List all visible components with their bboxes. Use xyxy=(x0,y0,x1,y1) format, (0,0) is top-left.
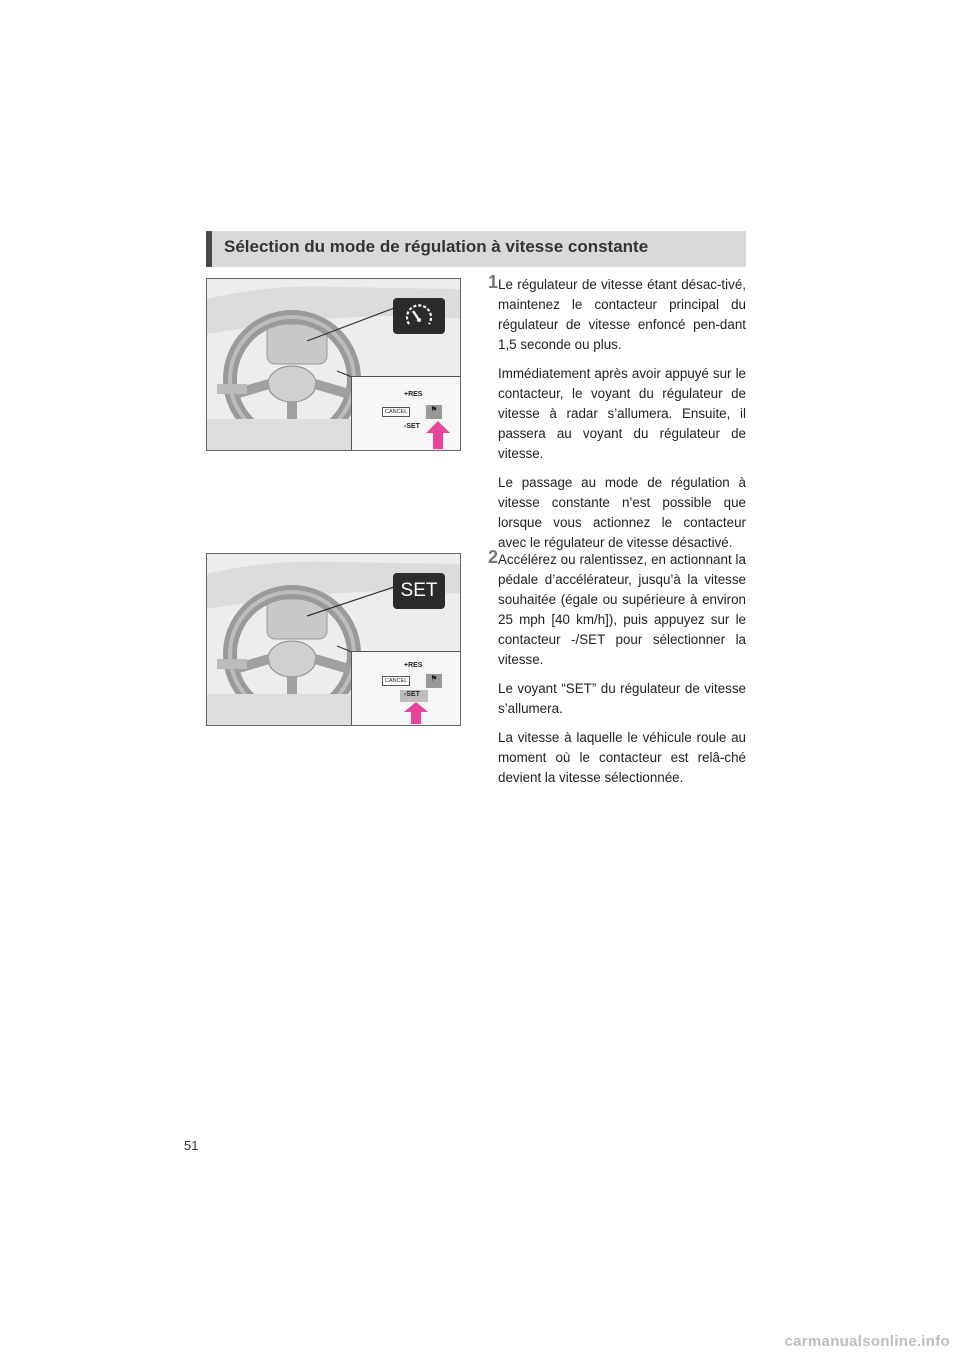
pink-arrow-icon xyxy=(404,702,428,724)
callout-set-box xyxy=(393,573,445,609)
cruise-main-switch: ⚑ xyxy=(426,405,442,419)
step-paragraph: Le régulateur de vitesse étant désac-tivé, maintenez le contacteur principal du régulateur de vitesse enfoncé pen-dant 1,5 seconde ou plus. xyxy=(498,277,746,352)
pink-arrow-icon xyxy=(426,421,450,449)
set-button-label: -SET xyxy=(404,423,420,430)
callout-icon-box xyxy=(393,298,445,334)
res-button-label: +RES xyxy=(404,391,423,398)
step-number: 1 xyxy=(488,272,499,292)
step-paragraph: Immédiatement après avoir appuyé sur le contacteur, le voyant du régulateur de vitesse à radar s’allumera. Ensuite, il passera au voyant du régulateur de vitesse. xyxy=(498,366,746,461)
callout-set-text: SET xyxy=(400,580,438,601)
step-paragraph: Accélérez ou ralentissez, en actionnant la pédale d’accélérateur, jusqu’à la vitesse souhaitée (égale ou supérieure à environ 25 mph [40 km/h]), puis appuyez sur le contacteur -/SET pour sélectionner la vitesse. xyxy=(498,552,746,667)
set-button-label: -SET xyxy=(404,691,420,698)
step-paragraph: La vitesse à laquelle le véhicule roule au moment où le contacteur est relâ-ché devient la vitesse sélectionnée. xyxy=(498,730,746,785)
speed-gauge-icon xyxy=(393,298,445,334)
figure-set-switch xyxy=(206,553,461,726)
step-paragraph: Le passage au mode de régulation à vitesse constante n’est possible que lorsque vous actionnez le contacteur avec le régulateur de vitesse désactivé. xyxy=(498,475,746,550)
cancel-button-label: CANCEL xyxy=(382,676,410,686)
cancel-button-label: CANCEL xyxy=(382,407,410,417)
watermark: carmanualsonline.info xyxy=(784,1333,950,1350)
cruise-main-switch: ⚑ xyxy=(426,674,442,688)
switch-panel xyxy=(351,376,461,451)
step-2 xyxy=(488,547,746,797)
figure-main-switch xyxy=(206,278,461,451)
res-button-label: +RES xyxy=(404,662,423,669)
switch-panel xyxy=(351,651,461,726)
section-title: Sélection du mode de régulation à vitesse constante xyxy=(224,237,649,256)
step-number: 2 xyxy=(488,547,499,567)
step-1 xyxy=(488,272,746,562)
page-number: 51 xyxy=(184,1138,199,1153)
step-paragraph: Le voyant “SET” du régulateur de vitesse s’allumera. xyxy=(498,681,746,716)
section-header xyxy=(206,231,746,267)
